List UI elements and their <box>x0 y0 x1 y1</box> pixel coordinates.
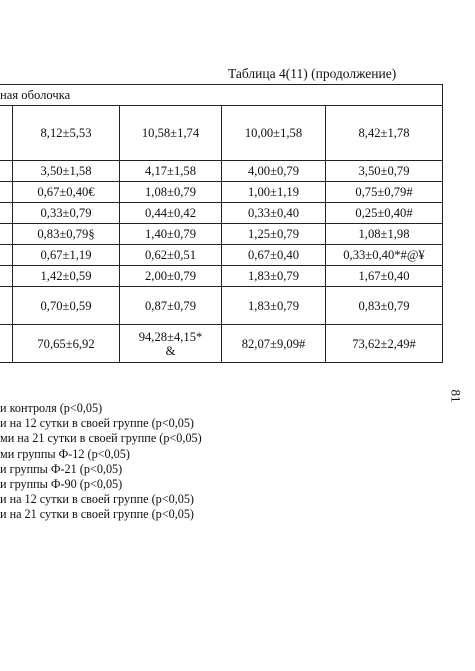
table-row <box>0 161 443 182</box>
table-cell: 3,50±1,58 <box>13 161 120 182</box>
table-cell: 0,67±1,19 <box>13 245 120 266</box>
table-caption: Таблица 4(11) (продолжение) <box>228 66 397 81</box>
table-cell-stub <box>0 287 13 325</box>
table-cell: 0,83±0,79§ <box>13 224 120 245</box>
table-cell: 1,00±1,19 <box>222 182 326 203</box>
table-cell: 1,67±0,40 <box>326 266 443 287</box>
table-cell-stub <box>0 245 13 266</box>
table-row <box>0 287 443 325</box>
table-row <box>0 245 443 266</box>
table-cell-stub <box>0 224 13 245</box>
table-cell: 82,07±9,09# <box>222 325 326 363</box>
table-cell: 1,08±1,98 <box>326 224 443 245</box>
table-cell-stub <box>0 106 13 161</box>
table-row <box>0 106 443 161</box>
table-cell: 4,00±0,79 <box>222 161 326 182</box>
table-cell: 1,83±0,79 <box>222 266 326 287</box>
table-cell: 2,00±0,79 <box>120 266 222 287</box>
footnotes <box>0 401 202 523</box>
table-row <box>0 325 443 363</box>
table-cell: 0,67±0,40€ <box>13 182 120 203</box>
table-cell: 0,44±0,42 <box>120 203 222 224</box>
table-cell: 1,42±0,59 <box>13 266 120 287</box>
table-cell: 0,87±0,79 <box>120 287 222 325</box>
table-row <box>0 182 443 203</box>
table-row <box>0 266 443 287</box>
table-cell: 10,00±1,58 <box>222 106 326 161</box>
table-row <box>0 203 443 224</box>
table-cell: 1,40±0,79 <box>120 224 222 245</box>
table-cell: 8,42±1,78 <box>326 106 443 161</box>
footnote-line: и на 12 сутки в своей группе (р<0,05) <box>0 416 194 431</box>
table-cell: 1,25±0,79 <box>222 224 326 245</box>
table-cell: 10,58±1,74 <box>120 106 222 161</box>
page-number: 81 <box>448 389 464 403</box>
table-cell-stub <box>0 161 13 182</box>
table-cell-stub <box>0 203 13 224</box>
table-cell: 0,70±0,59 <box>13 287 120 325</box>
table-cell: 73,62±2,49# <box>326 325 443 363</box>
footnote-line: ми на 21 сутки в своей группе (р<0,05) <box>0 431 202 446</box>
table-cell: 0,25±0,40# <box>326 203 443 224</box>
table-cell: 4,17±1,58 <box>120 161 222 182</box>
table-cell: 1,08±0,79 <box>120 182 222 203</box>
table-cell: 3,50±0,79 <box>326 161 443 182</box>
table-cell: 1,83±0,79 <box>222 287 326 325</box>
footnote-line: и группы Ф-90 (р<0,05) <box>0 477 123 492</box>
table-header-row <box>0 85 443 106</box>
footnote-line: и на 12 сутки в своей группе (р<0,05) <box>0 492 194 507</box>
table-cell: 0,62±0,51 <box>120 245 222 266</box>
table-header-cell: ная оболочка <box>0 85 443 106</box>
table-cell: 0,33±0,40*#@¥ <box>326 245 443 266</box>
table-cell: 0,75±0,79# <box>326 182 443 203</box>
table-cell: 0,33±0,40 <box>222 203 326 224</box>
data-table <box>0 84 443 363</box>
table-cell: 0,67±0,40 <box>222 245 326 266</box>
table-cell: 8,12±5,53 <box>13 106 120 161</box>
table-cell: 0,83±0,79 <box>326 287 443 325</box>
table-cell: 0,33±0,79 <box>13 203 120 224</box>
footnote-line: и группы Ф-21 (р<0,05) <box>0 461 123 476</box>
table-row <box>0 224 443 245</box>
footnote-line: и на 21 сутки в своей группе (р<0,05) <box>0 507 194 522</box>
table-cell: 94,28±4,15* & <box>120 325 222 363</box>
table-cell-stub <box>0 182 13 203</box>
table-cell-stub <box>0 325 13 363</box>
footnote-line: ми группы Ф-12 (р<0,05) <box>0 446 130 461</box>
footnote-line: и контроля (р<0,05) <box>0 401 103 415</box>
table-cell-stub <box>0 266 13 287</box>
table-cell: 70,65±6,92 <box>13 325 120 363</box>
